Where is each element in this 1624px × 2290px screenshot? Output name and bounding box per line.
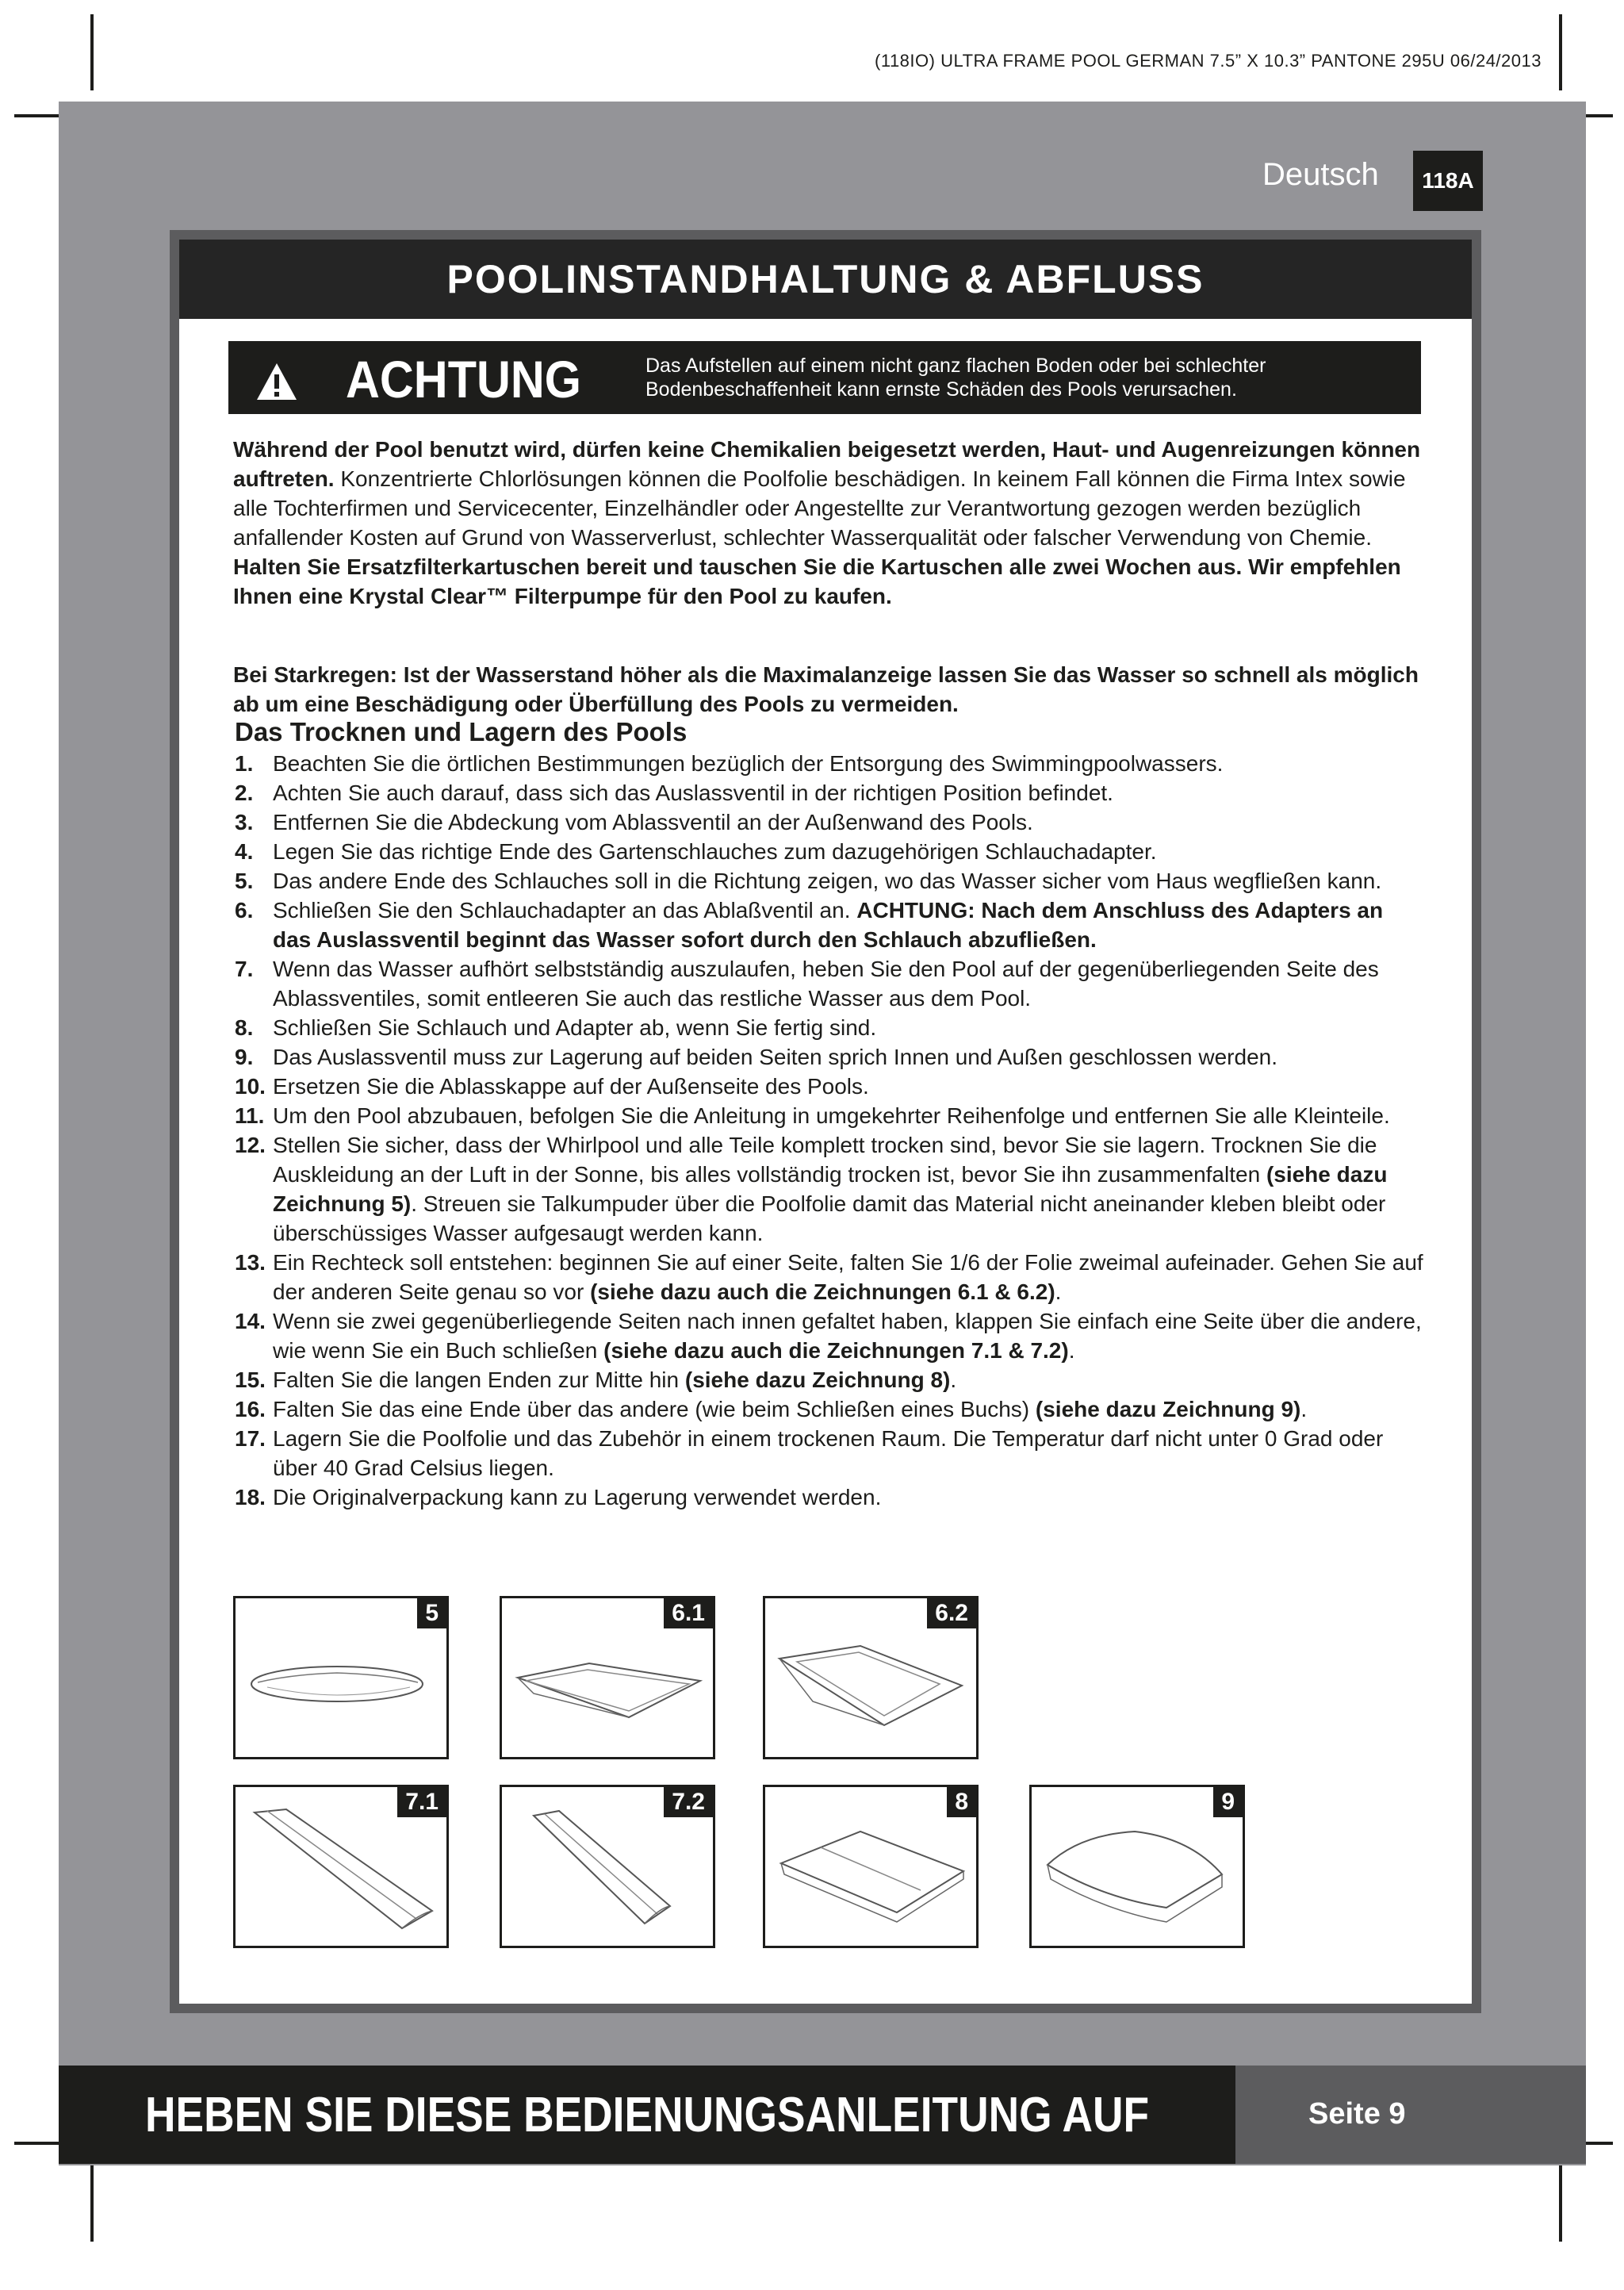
section-title: Das Trocknen und Lagern des Pools — [235, 717, 688, 746]
list-item — [235, 837, 1424, 866]
figure-7-1 — [233, 1785, 449, 1948]
step-number: 7. — [235, 957, 254, 981]
list-item — [235, 1306, 1424, 1365]
figure-5 — [233, 1596, 449, 1759]
list-item — [235, 1072, 1424, 1101]
step-text-tail: . — [1300, 1397, 1308, 1421]
list-item — [235, 1424, 1424, 1483]
crop-mark — [90, 14, 94, 90]
step-text: Stellen Sie sicher, dass der Whirlpool und alle Teile komplett trocken sind, bevor Sie sie lagern. Trocknen Sie die Auskleidung an der Luft in der Sonne, bis alles vollständig trocken ist, bevor Sie ihn zusammenfalten — [273, 1133, 1377, 1187]
step-text-tail: . — [1055, 1279, 1062, 1304]
figure-9 — [1029, 1785, 1245, 1948]
folded-liner-illustration — [765, 1787, 976, 1946]
intro-bold-1: Während der Pool benutzt wird, dürfen keine Chemikalien beigesetzt werden, Haut- und Augenreizungen können auftreten. — [233, 437, 1421, 491]
step-number: 13. — [235, 1250, 266, 1275]
list-item — [235, 778, 1424, 807]
list-item — [235, 1042, 1424, 1072]
intro-normal-1: Konzentrierte Chlorlösungen können die Poolfolie beschädigen. In keinem Fall können die Firma Intex sowie alle Tochterfirmen und Servicecenter, Einzelhändler oder Angestellte zur Verantwortung gezogen werden bezüglich anfallender Kosten auf Grund von Wasserverlust, schlechter Wasserqualität oder falscher Verwendung von Chemie. — [233, 466, 1406, 550]
step-number: 2. — [235, 781, 254, 805]
language-label: Deutsch — [1262, 157, 1379, 192]
step-text: Ein Rechteck soll entstehen: beginnen Sie auf einer Seite, falten Sie 1/6 der Folie zweimal aufeinader. Gehen Sie auf der anderen Seite genau so vor — [273, 1250, 1423, 1304]
figure-label: 8 — [947, 1787, 976, 1817]
crop-mark — [1559, 14, 1562, 90]
step-text: Lagern Sie die Poolfolie und das Zubehör in einem trockenen Raum. Die Temperatur darf nicht unter 0 Grad oder über 40 Grad Celsius liegen. — [273, 1426, 1384, 1480]
step-text: Wenn das Wasser aufhört selbstständig auszulaufen, heben Sie den Pool auf der gegenüberliegenden Seite des Ablassventiles, somit entleeren Sie auch das restliche Wasser aus dem Pool. — [273, 957, 1379, 1011]
step-number: 14. — [235, 1309, 266, 1333]
heavy-rain-note: Bei Starkregen: Ist der Wasserstand höher als die Maximalanzeige lassen Sie das Wasser so schnell als möglich ab um eine Beschädigung oder Überfüllung des Pools zu vermeiden. — [233, 662, 1419, 716]
list-item — [235, 1365, 1424, 1394]
step-number: 1. — [235, 751, 254, 776]
step-number: 11. — [235, 1103, 265, 1128]
list-item — [235, 1248, 1424, 1306]
step-text-tail: . — [1068, 1338, 1075, 1363]
step-text: Falten Sie das eine Ende über das andere (wie beim Schließen eines Buchs) — [273, 1397, 1036, 1421]
step-text: Achten Sie auch darauf, dass sich das Auslassventil in der richtigen Position befindet. — [273, 781, 1113, 805]
step-text: Ersetzen Sie die Ablasskappe auf der Außenseite des Pools. — [273, 1074, 869, 1099]
list-item — [235, 1130, 1424, 1248]
figure-6-2 — [763, 1596, 979, 1759]
list-item — [235, 1013, 1424, 1042]
figure-8 — [763, 1785, 979, 1948]
list-item — [235, 749, 1424, 778]
step-text-bold: ACHTUNG: Nach dem Anschluss des Adapters an das Auslassventil beginnt das Wasser sofort durch den Schlauch abzufließen. — [273, 898, 1384, 952]
list-item — [235, 1394, 1424, 1424]
page-title: POOLINSTANDHALTUNG & ABFLUSS — [179, 240, 1472, 319]
step-text: Schließen Sie den Schlauchadapter an das Ablaßventil an. — [273, 898, 857, 923]
figure-7-2 — [500, 1785, 715, 1948]
step-text: Entfernen Sie die Abdeckung vom Ablassventil an der Außenwand des Pools. — [273, 810, 1033, 834]
figure-label: 5 — [417, 1598, 446, 1628]
step-number: 4. — [235, 839, 254, 864]
step-text: Das andere Ende des Schlauches soll in die Richtung zeigen, wo das Wasser sicher vom Haus wegfließen kann. — [273, 869, 1382, 893]
step-text-tail: . Streuen sie Talkumpuder über die Poolfolie damit das Material nicht aneinander kleben bleibt oder überschüssiges Wasser aufgesaugt werden kann. — [273, 1191, 1386, 1245]
list-item — [235, 866, 1424, 896]
intro-paragraph — [233, 435, 1423, 611]
step-text-bold: (siehe dazu Zeichnung 8) — [684, 1367, 951, 1392]
step-text: Beachten Sie die örtlichen Bestimmungen bezüglich der Entsorgung des Swimmingpoolwassers. — [273, 751, 1224, 776]
step-number: 18. — [235, 1485, 266, 1509]
step-number: 6. — [235, 898, 254, 923]
step-text-bold: (siehe dazu auch die Zeichnungen 6.1 & 6.2) — [590, 1279, 1055, 1304]
folded-liner-illustration — [1032, 1787, 1243, 1946]
figure-label: 7.2 — [664, 1787, 713, 1817]
step-text: Das Auslassventil muss zur Lagerung auf beiden Seiten sprich Innen und Außen geschlossen werden. — [273, 1045, 1277, 1069]
step-number: 16. — [235, 1397, 266, 1421]
language-badge: 118A — [1413, 151, 1483, 211]
step-number: 12. — [235, 1133, 266, 1157]
step-number: 9. — [235, 1045, 254, 1069]
list-item — [235, 1483, 1424, 1512]
crop-mark — [90, 2165, 94, 2242]
warning-triangle-icon — [255, 362, 298, 401]
step-number: 10. — [235, 1074, 266, 1099]
figure-6-1 — [500, 1596, 715, 1759]
step-text: Legen Sie das richtige Ende des Gartenschlauches zum dazugehörigen Schlauchadapter. — [273, 839, 1157, 864]
step-number: 8. — [235, 1015, 254, 1040]
step-text-bold: (siehe dazu Zeichnung 5) — [273, 1162, 1388, 1216]
step-number: 17. — [235, 1426, 266, 1451]
crop-mark — [1559, 2165, 1562, 2242]
page-number: Seite 9 — [1308, 2097, 1406, 2131]
step-number: 15. — [235, 1367, 266, 1392]
step-text: Schließen Sie Schlauch und Adapter ab, wenn Sie fertig sind. — [273, 1015, 877, 1040]
warning-title: ACHTUNG — [346, 350, 581, 409]
step-number: 5. — [235, 869, 254, 893]
page-number-box — [1235, 2066, 1586, 2164]
step-text-tail: . — [950, 1367, 957, 1392]
list-item — [235, 954, 1424, 1013]
step-text: Um den Pool abzubauen, befolgen Sie die Anleitung in umgekehrter Reihenfolge und entfernen Sie alle Kleinteile. — [273, 1103, 1390, 1128]
step-text-bold: (siehe dazu auch die Zeichnungen 7.1 & 7.2) — [603, 1338, 1069, 1363]
figure-label: 6.2 — [927, 1598, 976, 1628]
warning-banner — [228, 341, 1421, 414]
list-item — [235, 896, 1424, 954]
figure-label: 9 — [1213, 1787, 1243, 1817]
step-text: Die Originalverpackung kann zu Lagerung verwendet werden. — [273, 1485, 882, 1509]
intro-bold-2: Halten Sie Ersatzfilterkartuschen bereit und tauschen Sie die Kartuschen alle zwei Wochen aus. Wir empfehlen Ihnen eine Krystal Clear™ Filterpumpe für den Pool zu kaufen. — [233, 554, 1401, 608]
list-item — [235, 1101, 1424, 1130]
steps-list — [235, 749, 1424, 1512]
footer-text: HEBEN SIE DIESE BEDIENUNGSANLEITUNG AUF — [144, 2087, 1149, 2142]
figure-label: 7.1 — [397, 1787, 446, 1817]
step-text: Wenn sie zwei gegenüberliegende Seiten nach innen gefaltet haben, klappen Sie einfach eine Seite über die andere, wie wenn Sie ein Buch schließen — [273, 1309, 1422, 1363]
folded-liner-illustration — [236, 1598, 446, 1757]
print-meta: (118IO) ULTRA FRAME POOL GERMAN 7.5” X 10.3” PANTONE 295U 06/24/2013 — [875, 51, 1542, 71]
list-item — [235, 807, 1424, 837]
figure-label: 6.1 — [664, 1598, 713, 1628]
step-number: 3. — [235, 810, 254, 834]
step-text: Falten Sie die langen Enden zur Mitte hin — [273, 1367, 685, 1392]
step-text-bold: (siehe dazu Zeichnung 9) — [1035, 1397, 1301, 1421]
warning-text: Das Aufstellen auf einem nicht ganz flachen Boden oder bei schlechter Bodenbeschaffenheit kann ernste Schäden des Pools verursachen. — [645, 355, 1266, 401]
footer-banner — [59, 2066, 1235, 2164]
